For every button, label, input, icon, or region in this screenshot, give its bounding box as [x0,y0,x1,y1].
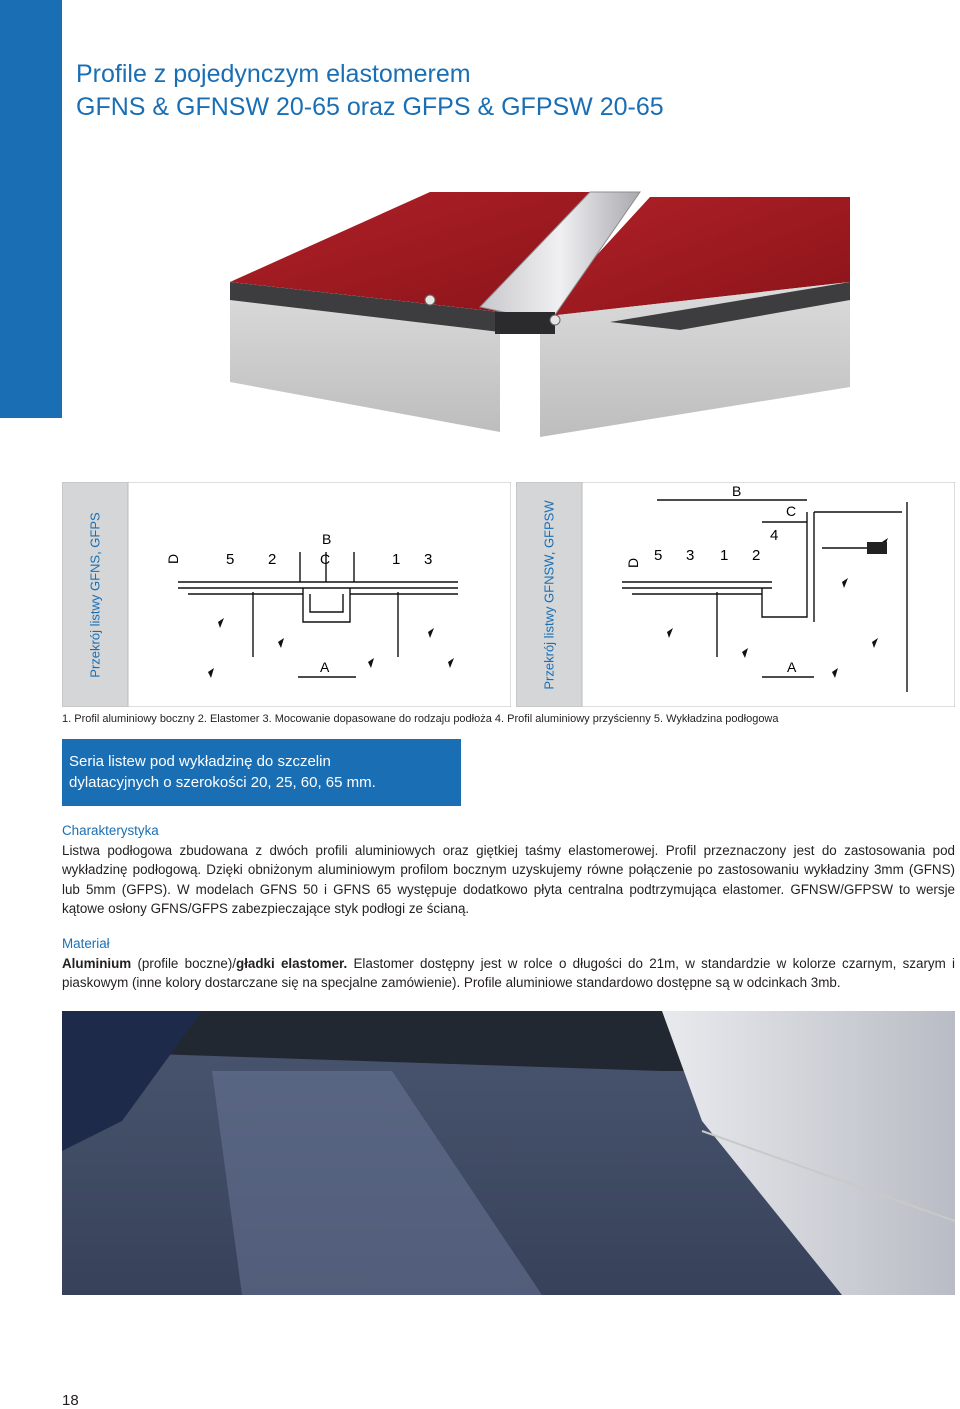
material-text-1: (profile boczne)/ [131,955,237,971]
material-text [62,954,955,993]
material-text-2: Elastomer dostępny jest w rolce o długości do 21m, w standardzie w kolorze czarnym, szarym i piaskowym (inne kolory dostarczane się na specjalne zamówienie). Profile aluminiowe standardowo dostępne są w odcinkach 3mb. [62,955,955,990]
title-line-2: GFNS & GFNSW 20-65 oraz GFPS & GFPSW 20-65 [76,93,664,121]
highlight-line-2: dylatacyjnych o szerokości 20, 25, 60, 65 mm. [69,774,376,791]
left-diagram-label: Przekrój listwy GFNS, GFPS [87,511,103,678]
left-mark-c: C [320,551,331,567]
material-bold-elastomer: gładki elastomer. [236,955,348,971]
joint-bolts [495,312,555,334]
right-mark-5: 5 [654,547,663,564]
interior-photo [62,1011,955,1295]
left-mark-2: 2 [268,551,277,568]
right-diagram-label: Przekrój listwy GFNSW, GFPSW [541,499,557,690]
left-mark-3: 3 [424,551,433,568]
left-diagram-label-box [62,482,128,707]
left-mark-d: D [165,553,181,564]
material-section [62,934,955,993]
right-mark-d: D [625,557,641,568]
material-bold-aluminium: Aluminium [62,955,132,971]
right-mark-a: A [787,659,797,675]
characteristics-text: Listwa podłogowa zbudowana z dwóch profili aluminiowych oraz giętkiej taśmy elastomerowej. Profil przeznaczony jest do zastosowania pod wykładzinę podłogową. Dzięki obniżonym aluminiowym profilom bocznym uzyskujemy równe połączenie po zastosowaniu wykładziny 3mm (GFNS) lub 5mm (GFPS). W modelach GFNS 50 i GFNS 65 występuje dodatkowo płyta centralna podtrzymująca elastomer. GFNSW/GFPSW to wersje kątowe osłony GFNS/GFPS zabezpieczające styk podłogi ze ścianą. [62,842,955,916]
right-mark-3: 3 [686,547,695,564]
left-cross-section [128,482,511,707]
right-mark-1: 1 [720,547,729,564]
left-mark-5: 5 [226,551,235,568]
right-mark-2: 2 [752,547,761,564]
right-mark-b: B [732,483,742,499]
highlight-box [62,739,461,806]
product-illustration [210,182,910,444]
diagram-legend: 1. Profil aluminiowy boczny 2. Elastomer 3. Mocowanie dopasowane do rodzaju podłoża 4. Profil aluminiowy przyścienny 5. Wykładzina podłogowa [62,713,779,725]
left-mark-a: A [320,659,330,675]
left-mark-b: B [322,531,332,547]
characteristics-section [62,821,955,919]
right-diagram-label-box [516,482,582,707]
right-mark-4: 4 [770,527,779,544]
right-cross-section [582,482,955,707]
side-tab [0,0,62,418]
left-mark-1: 1 [392,551,401,568]
screw-left [425,295,435,305]
characteristics-heading: Charakterystyka [62,823,159,838]
page-number: 18 [62,1392,79,1409]
right-mark-c: C [786,503,797,519]
page-title [76,58,664,124]
screw-right [550,315,560,325]
material-heading: Materiał [62,936,110,951]
highlight-line-1: Seria listew pod wykładzinę do szczelin [69,753,331,770]
title-line-1: Profile z pojedynczym elastomerem [76,60,471,88]
